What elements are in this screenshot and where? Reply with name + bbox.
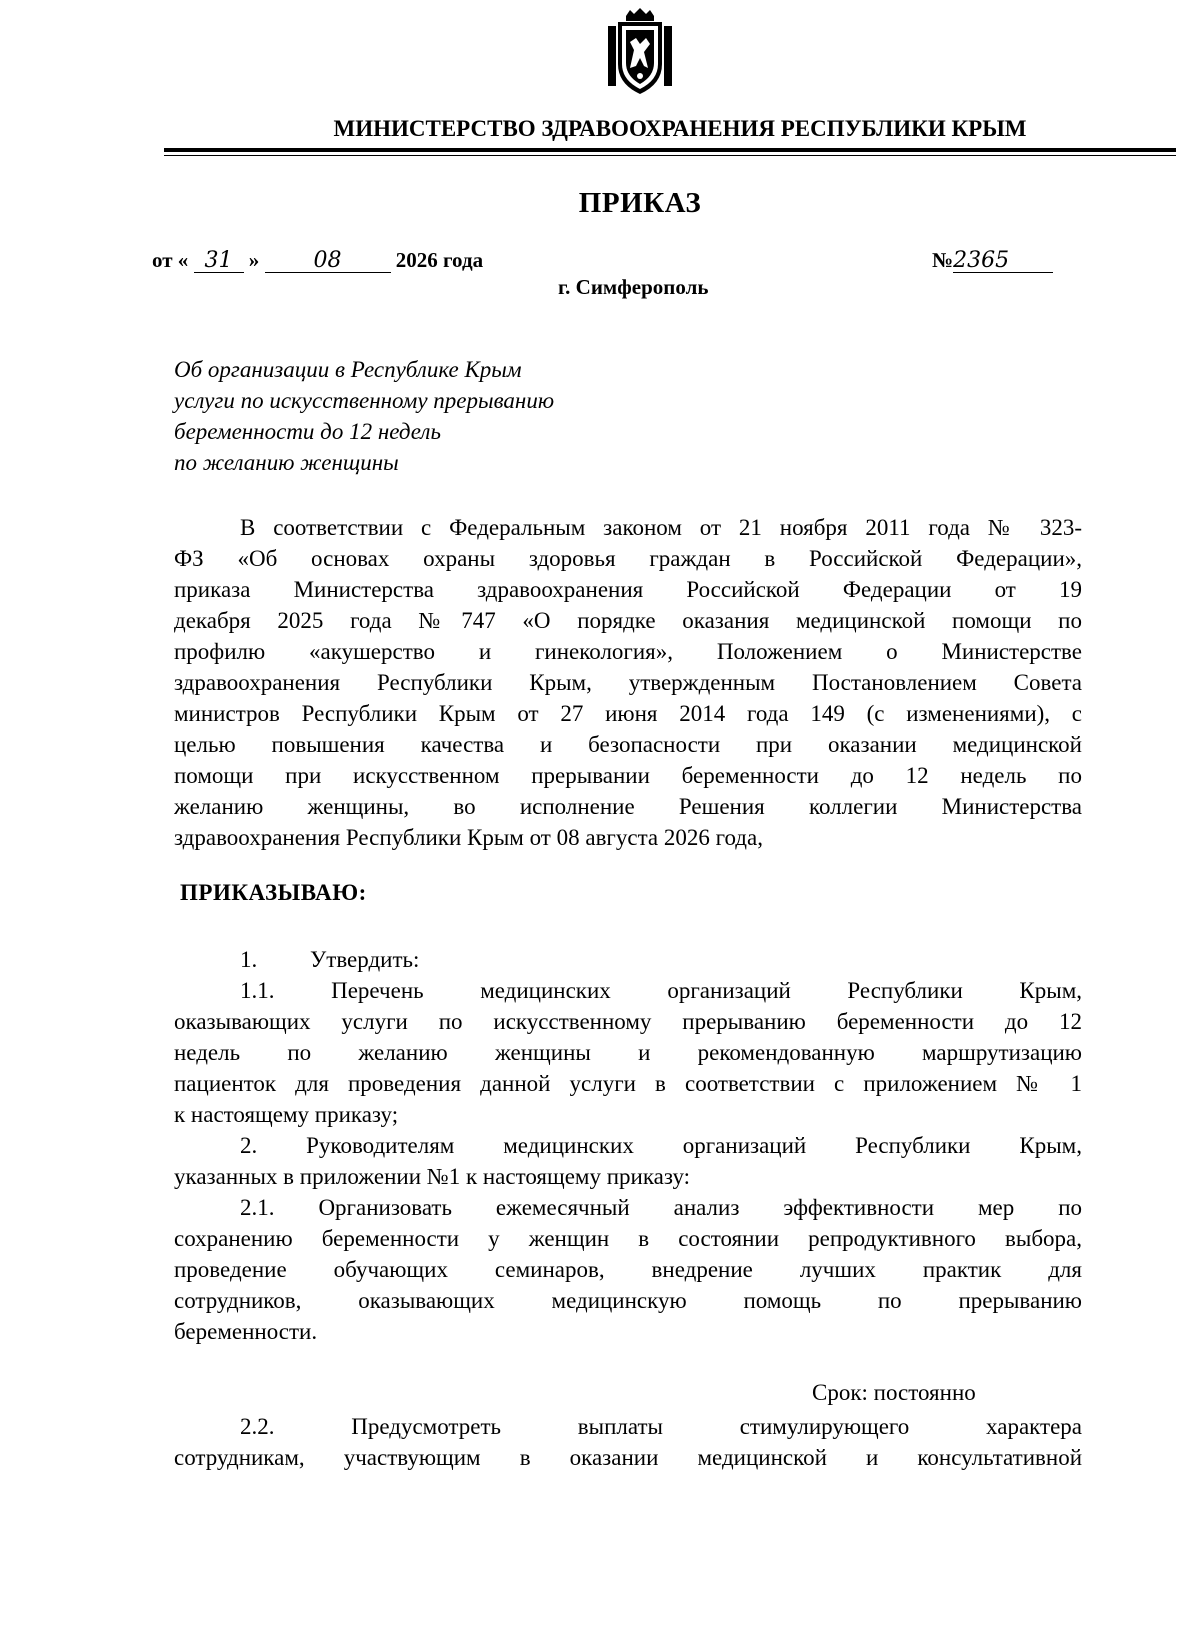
decree-heading: ПРИКАЗЫВАЮ: <box>180 880 367 905</box>
number-handwritten: 2365 <box>953 250 1053 273</box>
subject-line: Об организации в Республике Крым <box>174 357 522 382</box>
item-2-1-line: 2.1. Организовать ежемесячный анализ эффективности мер по <box>240 1195 1082 1220</box>
item-1-1-line: 1.1. Перечень медицинских организаций Республики Крым, <box>240 978 1082 1003</box>
order-items-continued <box>174 1411 1082 1473</box>
item-2-1-line: сотрудников, оказывающих медицинскую помощь по прерыванию <box>174 1288 1082 1313</box>
order-date <box>152 248 483 273</box>
crimea-coat-of-arms-icon <box>604 8 676 100</box>
preamble-line: профилю «акушерство и гинекология», Положением о Министерстве <box>174 639 1082 664</box>
item-2-2-line: 2.2. Предусмотреть выплаты стимулирующего характера <box>240 1414 1082 1439</box>
preamble-line: желанию женщины, во исполнение Решения коллегии Министерства <box>174 794 1082 819</box>
preamble-line: помощи при искусственном прерывании беременности до 12 недель по <box>174 763 1082 788</box>
item-2-1-line: беременности. <box>174 1319 318 1344</box>
preamble-line: здравоохранения Республики Крым от 08 августа 2026 года, <box>174 825 763 850</box>
date-separator: » <box>248 248 260 272</box>
city: г. Симферополь <box>558 275 709 299</box>
preamble-line: приказа Министерства здравоохранения Российской Федерации от 19 <box>174 577 1082 602</box>
preamble-paragraph <box>174 512 1082 853</box>
preamble-line: целью повышения качества и безопасности при оказании медицинской <box>174 732 1082 757</box>
item-2-line: указанных в приложении №1 к настоящему приказу: <box>174 1164 691 1189</box>
deadline: Срок: постоянно <box>812 1380 976 1405</box>
date-day-handwritten: 31 <box>194 250 244 273</box>
item-2-2-line: сотрудникам, участвующим в оказании медицинской и консультативной <box>174 1445 1082 1470</box>
order-number <box>932 248 1053 273</box>
item-1-1-line: недель по желанию женщины и рекомендованную маршрутизацию <box>174 1040 1082 1065</box>
item-1-1-line: оказывающих услуги по искусственному прерыванию беременности до 12 <box>174 1009 1082 1034</box>
subject-line: по желанию женщины <box>174 450 399 475</box>
date-month-handwritten: 08 <box>265 250 391 273</box>
item-2-1-line: проведение обучающих семинаров, внедрение лучших практик для <box>174 1257 1082 1282</box>
date-prefix: от « <box>152 248 189 272</box>
item-1-1-line: к настоящему приказу; <box>174 1102 399 1127</box>
order-subject <box>174 354 554 478</box>
subject-line: услуги по искусственному прерыванию <box>174 388 555 413</box>
number-prefix: № <box>932 248 954 272</box>
preamble-line: министров Республики Крым от 27 июня 2014 года 149 (с изменениями), с <box>174 701 1082 726</box>
preamble-line: здравоохранения Республики Крым, утвержденным Постановлением Совета <box>174 670 1082 695</box>
item-2-line: 2. Руководителям медицинских организаций Республики Крым, <box>240 1133 1082 1158</box>
preamble-line: В соответствии с Федеральным законом от 21 ноября 2011 года № 323- <box>240 515 1082 540</box>
item-1-text: Утвердить: <box>310 947 420 972</box>
header-rule-thin <box>164 155 1176 156</box>
ministry-name: МИНИСТЕРСТВО ЗДРАВООХРАНЕНИЯ РЕСПУБЛИКИ КРЫМ <box>333 116 1027 141</box>
preamble-line: декабря 2025 года №747 «О порядке оказания медицинской помощи по <box>174 608 1082 633</box>
item-1 <box>174 944 1082 975</box>
order-items <box>174 944 1082 1347</box>
date-year: 2026 года <box>395 248 484 272</box>
document-title: ПРИКАЗ <box>578 187 702 219</box>
preamble-line: ФЗ «Об основах охраны здоровья граждан в Российской Федерации», <box>174 546 1082 571</box>
header-rule-thick <box>164 148 1176 152</box>
item-1-1-line: пациенток для проведения данной услуги в соответствии с приложением № 1 <box>174 1071 1082 1096</box>
subject-line: беременности до 12 недель <box>174 419 441 444</box>
item-1-number: 1. <box>240 947 258 972</box>
item-2-1-line: сохранению беременности у женщин в состоянии репродуктивного выбора, <box>174 1226 1082 1251</box>
